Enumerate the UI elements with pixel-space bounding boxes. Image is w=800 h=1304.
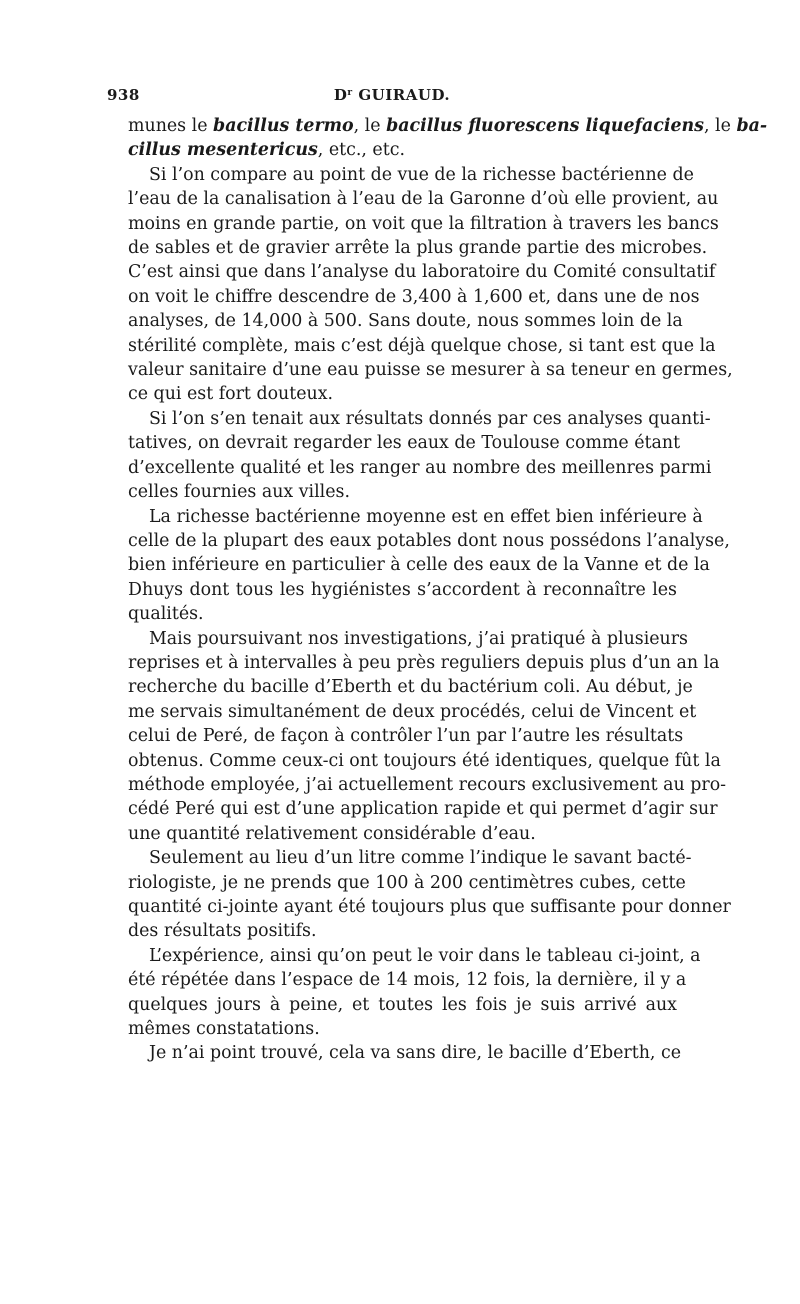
text-run: l’eau de la canalisation à l’eau de la Garonne d’où elle provient, au — [128, 189, 719, 210]
text-run: de sables et de gravier arrête la plus grande partie des microbes. — [128, 238, 708, 259]
text-run: reprises et à intervalles à peu près reguliers depuis plus d’un an la — [128, 652, 720, 673]
text-line — [107, 138, 677, 162]
text-line — [107, 285, 700, 309]
text-run: d’excellente qualité et les ranger au nombre des meillenres parmi — [128, 457, 712, 478]
text-line — [107, 114, 768, 138]
text-run: riologiste, je ne prends que 100 à 200 centimètres cubes, cette — [128, 872, 686, 893]
paragraph — [107, 114, 768, 163]
text-line — [107, 358, 733, 382]
text-run: celle de la plupart des eaux potables dont nous possédons l’analyse, — [128, 530, 730, 551]
text-line — [107, 675, 693, 699]
text-run: recherche du bacille d’Eberth et du bactérium coli. Au début, je — [128, 677, 693, 698]
text-run: , etc., etc. — [317, 140, 405, 161]
text-line — [107, 187, 719, 211]
text-line — [107, 871, 686, 895]
text-run: qualités. — [128, 604, 204, 625]
text-line — [107, 822, 677, 846]
text-run: une quantité relativement considérable d’eau. — [128, 823, 536, 844]
page-number: 938 — [107, 86, 140, 104]
author-prefix-superscript: r — [347, 88, 353, 98]
text-line — [107, 163, 694, 187]
text-line — [107, 944, 701, 968]
author-prefix: D — [333, 86, 348, 104]
paragraph — [107, 846, 731, 944]
text-run: Mais poursuivant nos investigations, j’ai pratiqué à plusieurs — [149, 628, 688, 649]
text-line — [107, 919, 677, 943]
text-line — [107, 797, 718, 821]
text-run: Seulement au lieu d’un litre comme l’indique le savant bacté- — [149, 848, 692, 869]
text-run: , le — [353, 116, 387, 136]
italic-term: cillus mesentericus — [128, 140, 318, 161]
text-run: on voit le chiffre descendre de 3,400 à 1,600 et, dans une de nos — [128, 286, 700, 307]
paragraph — [107, 944, 701, 1042]
text-run: stérilité complète, mais c’est déjà quelque chose, si tant est que la — [128, 335, 716, 356]
text-run: Dhuys dont tous les hygiénistes s’accordent à reconnaître les — [128, 579, 677, 600]
text-line — [107, 1017, 677, 1041]
text-line — [107, 529, 730, 553]
text-line — [107, 456, 712, 480]
text-line — [107, 700, 697, 724]
text-run: valeur sanitaire d’une eau puisse se mesurer à sa teneur en germes, — [128, 360, 733, 381]
italic-term: ba- — [736, 116, 768, 136]
body-text — [107, 114, 768, 1066]
text-run: analyses, de 14,000 à 500. Sans doute, nous sommes loin de la — [128, 311, 683, 332]
text-line — [107, 627, 688, 651]
text-run: tatives, on devrait regarder les eaux de Toulouse comme étant — [128, 433, 681, 454]
text-line — [107, 724, 684, 748]
text-line — [107, 749, 721, 773]
text-run: La richesse bactérienne moyenne est en effet bien inférieure à — [149, 506, 703, 527]
text-line — [107, 309, 683, 333]
text-line — [107, 212, 719, 236]
text-line — [107, 505, 703, 529]
text-run: méthode employée, j’ai actuellement recours exclusivement au pro- — [128, 774, 727, 795]
text-line — [107, 895, 731, 919]
text-run: cédé Peré qui est d’une application rapide et qui permet d’agir sur — [128, 799, 718, 820]
text-run: L’expérience, ainsi qu’on peut le voir dans le tableau ci-joint, a — [149, 945, 701, 966]
running-head — [107, 86, 677, 110]
text-line — [107, 968, 687, 992]
text-line — [107, 773, 727, 797]
text-run: , le — [703, 116, 737, 136]
text-run: mêmes constatations. — [128, 1019, 320, 1040]
text-run: Si l’on compare au point de vue de la richesse bactérienne de — [149, 164, 694, 185]
text-line — [107, 334, 716, 358]
paragraph — [107, 1041, 682, 1065]
author-name: GUIRAUD. — [352, 86, 451, 104]
text-line — [107, 236, 708, 260]
text-run: Je n’ai point trouvé, cela va sans dire, le bacille d’Eberth, ce — [149, 1043, 682, 1064]
text-line — [107, 553, 710, 577]
text-run: C’est ainsi que dans l’analyse du laboratoire du Comité consultatif — [128, 262, 716, 283]
text-run: munes le — [128, 116, 214, 136]
text-run: bien inférieure en particulier à celle des eaux de la Vanne et de la — [128, 555, 710, 576]
paragraph — [107, 407, 712, 505]
paragraph — [107, 163, 733, 407]
text-run: quantité ci-jointe ayant été toujours plus que suffisante pour donner — [128, 897, 731, 917]
text-run: me servais simultanément de deux procédés, celui de Vincent et — [128, 701, 697, 722]
text-run: été répétée dans l’espace de 14 mois, 12 fois, la dernière, il y a — [128, 970, 687, 991]
text-line — [107, 260, 716, 284]
text-line — [107, 1041, 682, 1065]
text-line — [107, 382, 677, 406]
text-line — [107, 993, 677, 1017]
text-line — [107, 846, 692, 870]
text-run: quelques jours à peine, et toutes les fois je suis arrivé aux — [128, 994, 677, 1015]
text-run: moins en grande partie, on voit que la filtration à travers les bancs — [128, 213, 719, 234]
text-run: celles fournies aux villes. — [128, 482, 350, 503]
text-run: des résultats positifs. — [128, 921, 317, 942]
running-title — [107, 86, 677, 104]
text-run: ce qui est fort douteux. — [128, 384, 334, 405]
text-run: Si l’on s’en tenait aux résultats donnés par ces analyses quanti- — [149, 408, 711, 429]
text-line — [107, 431, 681, 455]
text-run: obtenus. Comme ceux-ci ont toujours été identiques, quelque fût la — [128, 750, 721, 771]
text-line — [107, 651, 720, 675]
text-line — [107, 407, 711, 431]
text-line — [107, 578, 677, 602]
text-run: celui de Peré, de façon à contrôler l’un par l’autre les résultats — [128, 726, 684, 747]
paragraph — [107, 505, 730, 627]
text-line — [107, 602, 677, 626]
italic-term: bacillus termo — [213, 116, 354, 136]
paragraph — [107, 627, 727, 847]
italic-term: bacillus fluorescens liquefaciens — [386, 116, 704, 136]
text-line — [107, 480, 677, 504]
